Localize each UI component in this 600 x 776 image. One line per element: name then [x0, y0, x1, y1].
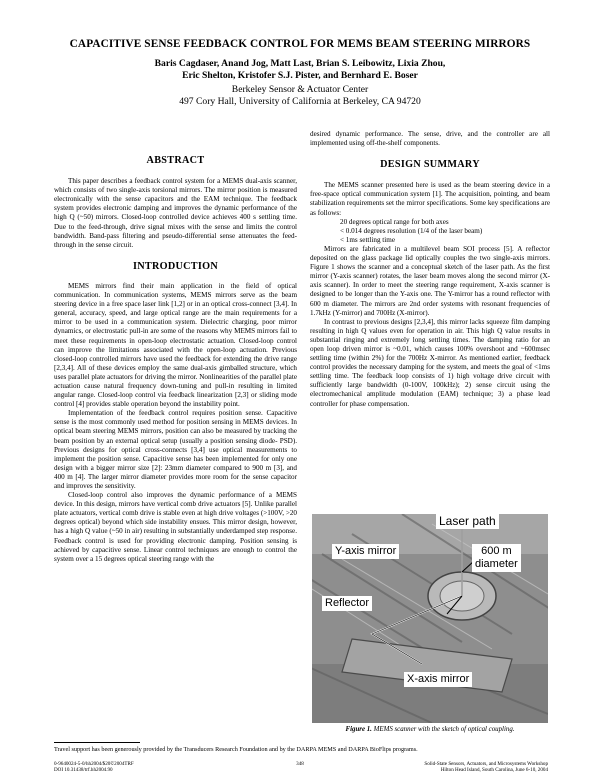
spec-item: 20 degrees optical range for both axes: [340, 217, 449, 226]
design-summary-heading: DESIGN SUMMARY: [380, 159, 480, 171]
intro-continuation: desired dynamic performance. The sense, drive, and the controller are all implemented using off-the-shelf components.: [310, 130, 550, 148]
intro-paragraph-2: Implementation of the feedback control requires position sense. Capacitive sense is the most commonly used method for position sensing in MEMS devices. In optical beam steering MEMS mirrors, position can also be measured by tracking the beam position by an external optical setup (usually a position sensing diode- PSD). Previous designs for optical cross-connects [3,4] use optical measurements to implement the position sense. Capacitive sense has been implemented for only one design with a bigger mirror size [2]: 23mm diameter compared to 900 m [3], and 400 m [4]. The larger mirror diameter provides more room for the sense capacitor and improves the sensitivity.: [54, 409, 297, 490]
laser-path-label: Laser path: [436, 514, 499, 529]
footer-right-line-2: Hilton Head Island, South Carolina, June 6-10, 2004: [440, 767, 548, 774]
abstract-heading: ABSTRACT: [146, 155, 205, 166]
footer-left: [54, 761, 134, 773]
diameter-label: [472, 544, 521, 572]
abstract-text: This paper describes a feedback control system for a MEMS dual-axis scanner, which consists of two single-axis torsional mirrors. The mirror position is measured electronically with the sense capacitors and the EAM technique. The feedback system provides electronic damping and improves the dynamic performance of the high Q (~50) mirrors. Closed-loop controlled device achieves 400 s settling time. Due to the feed-through, drive signal mixes with the sense and limits the control bandwidth. Band-pass filtering and pseudo-differential sense attenuates the feed-through in the sense circuit.: [54, 177, 297, 249]
intro-paragraph-3: Closed-loop control also improves the dynamic performance of a MEMS device. In this design, mirrors have vertical comb drive actuators [5]. Unlike parallel plate actuators, vertical comb drive is stable even at high drive voltages (>100V, >20 degrees optical) beyond which side instability ensues. This mirror design, however, has a high Q value (~50 in air) resulting in substantially underdamped step response. Feedback control is used for providing electronic damping. Position sensing is achieved by capacitive sense. Linear control techniques are enough to control the system over a 15 degrees optical steering range with the: [54, 491, 297, 563]
affiliation-line-2: 497 Cory Hall, University of California at Berkeley, CA 94720: [179, 96, 421, 107]
footer-right: [424, 761, 548, 773]
paper-title: CAPACITIVE SENSE FEEDBACK CONTROL FOR MEMS BEAM STEERING MIRRORS: [69, 38, 531, 50]
diameter-label-line-1: 600 m: [481, 545, 512, 557]
footer-right-line-1: Solid-State Sensors, Actuators, and Microsystems Workshop: [424, 761, 548, 767]
design-paragraph-2: Mirrors are fabricated in a multilevel beam SOI process [5]. A reflector deposited on the glass package lid optically couples the two single-axis mirrors. Figure 1 shows the scanner and a conceptual sketch of the laser path. As the first mirror (Y-axis scanner) rotates, the laser beam moves along the second mirror (X-axis scanner). In order to meet the steering range requirement, X-axis scanner is designed to be longer than the Y-axis one. The Y-mirror has a round reflector with 600 m diameter. The mirrors are 2nd order systems with resonant frequencies of 1.7kHz (Y-mirror) and 700Hz (X-mirror).: [310, 244, 550, 317]
page-number: 348: [296, 761, 304, 767]
figure-1-image: [312, 514, 548, 723]
footer-left-line-2: DOI 10.31438/trf.hh2004.90: [54, 767, 113, 774]
left-column: [54, 130, 297, 564]
footer-left-line-1: 0-9640024-5-0/hh2004/$20©2004TRF: [54, 761, 134, 767]
affiliation-line-1: Berkeley Sensor & Actuator Center: [231, 84, 369, 95]
y-axis-mirror-label: Y-axis mirror: [332, 544, 399, 559]
spec-list: [310, 218, 550, 245]
footnote-divider: [54, 742, 140, 743]
design-paragraph-3: In contrast to previous designs [2,3,4], this mirror lacks squeeze film damping resulting in high Q values even for operation in air. This high Q value results in substantial ringing and extremely long settling times. The damping ratio for an open loop driven mirror is ~0.01, which causes 100% overshoot and ~600msec settling time (within 2%) for the 700Hz X-mirror. As mentioned earlier, feedback control provides the necessary damping for the system, and meets the goal of <1ms settling time. The feedback loop consists of 1) high voltage drive circuit with sufficiently large bandwidth (0-100V, 100kHz); 2) sense circuit using the electromechanical amplitude modulation (EAM) technique; 3) a phase lead controller for phase compensation.: [310, 317, 550, 408]
figure-1-caption: [310, 726, 550, 733]
author-list: [20, 58, 580, 82]
right-column: [310, 130, 550, 409]
reflector-label: Reflector: [322, 596, 372, 611]
author-line-2: Eric Shelton, Kristofer S.J. Pister, and Bernhard E. Boser: [182, 70, 418, 81]
x-axis-mirror-label: X-axis mirror: [404, 672, 472, 687]
affiliation: [20, 84, 580, 108]
design-paragraph-1: The MEMS scanner presented here is used as the beam steering device in a free-space optical communication system [1]. The acquisition, pointing, and beam stabilization requirements set the mirror specifications. Some key specifications are as follows:: [310, 181, 550, 217]
spec-item: < 1ms settling time: [340, 235, 396, 244]
intro-paragraph-1: MEMS mirrors find their main application in the field of optical communication. In communication systems, MEMS mirrors serve as the beam steering device in a free space laser link [1,2] or in an optical cross-connect [3,4]. In general, accuracy, speed, and large optical range are the main requirements for a mirror to be used in a communication system. Dielectric charging, poor mirror dynamics, or electrostatic pull-in are some of the reasons why MEMS mirrors fail to meet these requirements in open-loop electrostatic actuation. Closed-loop control can improve the limitations associated with the open-loop actuation. Previous closed-loop controlled mirrors have used the feedback for extending the drive range [2,3,4]. All of these devices employ the same dual-axis gimballed structure, which uses parallel plate actuators for driving the mirror. Nonlinearities of the parallel plate actuation cause natural frequency down-tuning and pull-in resulting in limited angular range. Closed-loop control via feedback linearization [2,3] or sliding mode control [4] provides stable operation beyond the instability point.: [54, 281, 297, 409]
figure-1-caption-text: MEMS scanner with the sketch of optical coupling.: [373, 726, 515, 733]
diameter-label-line-2: diameter: [475, 558, 518, 570]
author-line-1: Baris Cagdaser, Anand Jog, Matt Last, Brian S. Leibowitz, Lixia Zhou,: [154, 58, 446, 69]
footnote: Travel support has been generously provided by the Transducers Research Foundation and by the DARPA MEMS and DARPA BioFlips programs.: [54, 746, 418, 753]
introduction-heading: INTRODUCTION: [132, 260, 219, 272]
spec-item: < 0.014 degrees resolution (1/4 of the laser beam): [340, 226, 483, 235]
figure-1-caption-label: Figure 1.: [345, 726, 372, 733]
